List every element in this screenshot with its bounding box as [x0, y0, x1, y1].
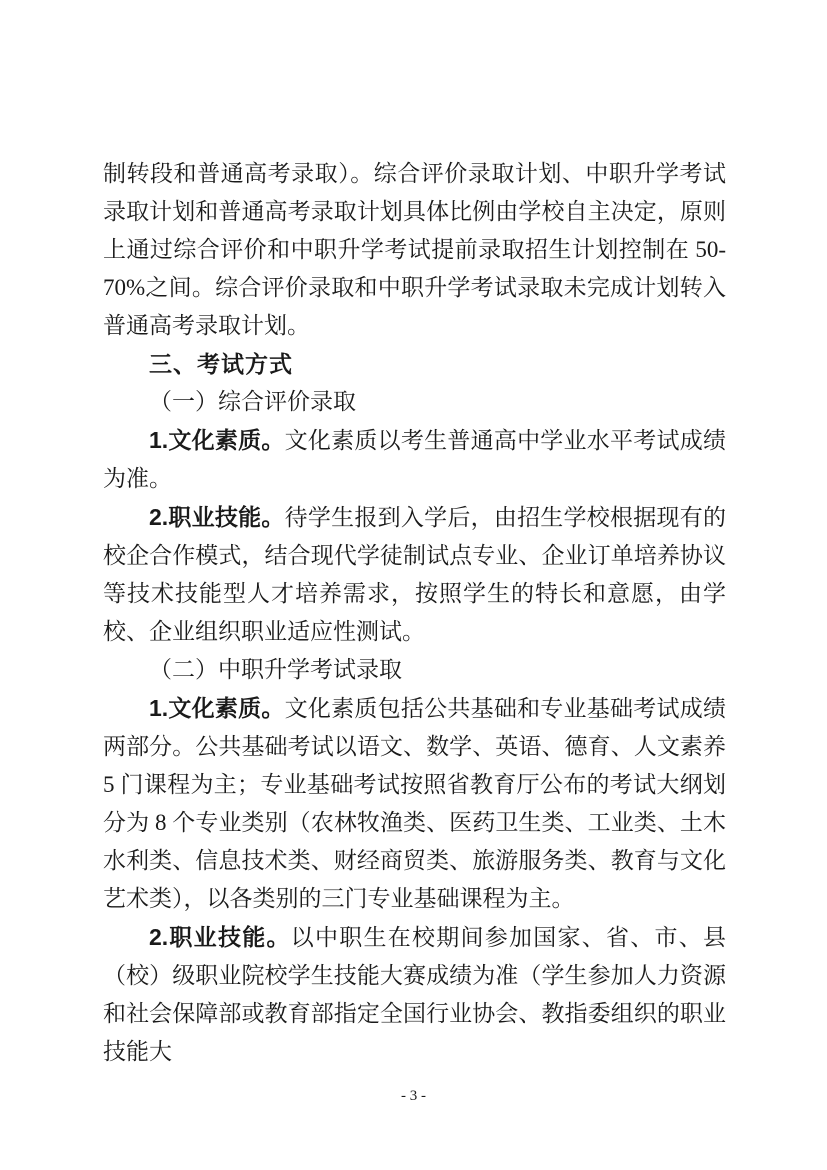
intro-paragraph: 制转段和普通高考录取）。综合评价录取计划、中职升学考试录取计划和普通高考录取计划具体比例由学校自主决定，原则上通过综合评价和中职升学考试提前录取招生计划控制在 50-70%之间。综合评价录取和中职升学考试录取未完成计划转入普通高考录取计划。	[103, 161, 726, 338]
paragraph-sub1-item2	[103, 498, 726, 651]
item-lead-vocational-skill: 2.职业技能。	[149, 504, 285, 530]
item-lead-vocational-skill: 2.职业技能。	[149, 924, 291, 950]
page-number: - 3 -	[401, 1088, 426, 1104]
item-body-text: 文化素质以考生普通高中学业水平考试成绩为准。	[103, 428, 726, 491]
document-body	[103, 155, 726, 1071]
paragraph-sub1-item1	[103, 421, 726, 498]
item-body-text: 待学生报到入学后，由招生学校根据现有的校企合作模式，结合现代学徒制试点专业、企业订单培养协议等技术技能型人才培养需求，按照学生的特长和意愿，由学校、企业组织职业适应性测试。	[103, 505, 726, 644]
item-lead-cultural-quality: 1.文化素质。	[149, 695, 285, 721]
item-body-text: 文化素质包括公共基础和专业基础考试成绩两部分。公共基础考试以语文、数学、英语、德育、人文素养 5 门课程为主；专业基础考试按照省教育厅公布的考试大纲划分为 8 个专业类别（农林牧渔类、医药卫生类、工业类、土木水利类、信息技术类、财经商贸类、旅游服务类、教育与文化艺术类），以各类别的三门专业基础课程为主。	[103, 696, 726, 911]
subsection-heading-comprehensive-evaluation: （一）综合评价录取	[149, 389, 356, 414]
item-body-text: 以中职生在校期间参加国家、省、市、县（校）级职业院校学生技能大赛成绩为准（学生参加人力资源和社会保障部或教育部指定全国行业协会、教指委组织的职业技能大	[103, 925, 726, 1064]
section-heading-exam-method: 三、考试方式	[149, 351, 293, 377]
subsection-heading-vocational-exam: （二）中职升学考试录取	[149, 657, 402, 682]
paragraph-sub2-item1	[103, 689, 726, 918]
paragraph-sub2-item2	[103, 918, 726, 1071]
item-lead-cultural-quality: 1.文化素质。	[149, 427, 285, 453]
